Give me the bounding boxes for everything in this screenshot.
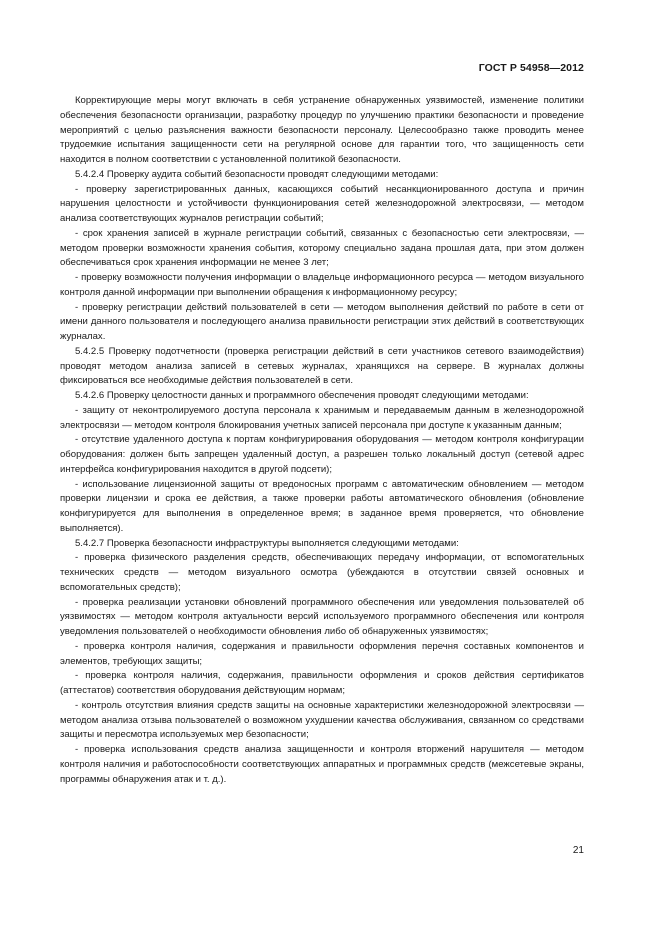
document-code-header: ГОСТ Р 54958—2012 bbox=[478, 62, 584, 74]
list-item: - контроль отсутствия влияния средств защиты на основные характеристики железнодорожной электросвязи — методом анализа отзыва пользователей о возможном ухудшении качества обслуживания, связанном со средствами защиты и пересмотра используемых мер безопасности; bbox=[60, 699, 584, 741]
list-item: - проверка контроля наличия, содержания и правильности оформления перечня составных компонентов и элементов, требующих защиты; bbox=[60, 640, 584, 667]
list-item: - проверка физического разделения средств, обеспечивающих передачу информации, от вспомогательных технических средств — методом визуального осмотра (убеждаются в отсутствии связей основных и вспомогательных средств); bbox=[60, 552, 584, 593]
list-item: - проверку возможности получения информации о владельце информационного ресурса — методом визуального контроля данной информации при выполнении обращения к информационному ресурсу; bbox=[60, 272, 584, 298]
list-item: - проверка контроля наличия, содержания, правильности оформления и сроков действия сертификатов (аттестатов) соответствия оборудования действующим нормам; bbox=[60, 670, 584, 696]
list-item: - защиту от неконтролируемого доступа персонала к хранимым и передаваемым данным в железнодорожной электросвязи — методом контроля блокирования учетных записей персонала при доступе к указанным данным; bbox=[60, 404, 584, 431]
page-number: 21 bbox=[572, 845, 584, 856]
document-body bbox=[60, 94, 584, 787]
list-item: - проверка использования средств анализа защищенности и контроля вторжений нарушителя — методом контроля наличия и работоспособности соответствующих аппаратных и программных средств (межсетевые экраны, программы обнаружения атак и т. д.). bbox=[60, 744, 584, 785]
paragraph-5-4-2-5: 5.4.2.5 Проверку подотчетности (проверка регистрации действий в сети участников сетевого взаимодействия) проводят методом анализа записей в сетевых журналах, хранящихся на сервере. В журналах должны фиксироваться все необходимые действия пользователей в сети. bbox=[60, 345, 584, 387]
paragraph-5-4-2-6: 5.4.2.6 Проверку целостности данных и программного обеспечения проводят следующими методами: bbox=[75, 390, 529, 401]
list-item: - использование лицензионной защиты от вредоносных программ с автоматическим обновлением — методом проверки лицензии и срока ее действия, а также проверки работы автоматического обновления (обновление конфигурируется для выполнения в определенное время; в заданное время проверяется, что обновление выполняется). bbox=[60, 478, 584, 534]
list-item: - проверку регистрации действий пользователей в сети — методом выполнения действий по работе в сети от имени данного пользователя и последующего анализа правильности регистрации этих действий в соответствующих журналах. bbox=[60, 301, 584, 342]
list-item: - отсутствие удаленного доступа к портам конфигурирования оборудования — методом контроля конфигурации оборудования: должен быть запрещен удаленный доступ, а разрешен только локальный доступ (сетевой адрес интерфейса конфигурирования находится в другой подсети); bbox=[60, 434, 584, 475]
paragraph-corrective-measures: Корректирующие меры могут включать в себя устранение обнаруженных уязвимостей, изменение политики обеспечения безопасности организации, разработку процедур по улучшению практики безопасности и проведение мероприятий с целью разъяснения важности безопасности персоналу. Целесообразно также проводить менее трудоемкие испытания защищенности сети на регулярной основе для гарантии того, что защищенность сети находится в полном соответствии с установленной политикой безопасности. bbox=[60, 95, 584, 165]
list-item: - проверку зарегистрированных данных, касающихся событий несанкционированного доступа и причин нарушения целостности и устойчивости функционирования сетей железнодорожной электросвязи, — методом анализа соответствующих журналов регистрации событий; bbox=[60, 183, 584, 224]
list-item: - проверка реализации установки обновлений программного обеспечения или уведомления пользователей об уязвимостях — методом контроля актуальности версий используемого программного обеспечения или контроля уведомления пользователей о необходимости обновления либо об обнаруженных уязвимостях; bbox=[60, 596, 584, 637]
paragraph-5-4-2-7: 5.4.2.7 Проверка безопасности инфраструктуры выполняется следующими методами: bbox=[75, 537, 459, 549]
paragraph-5-4-2-4: 5.4.2.4 Проверку аудита событий безопасности проводят следующими методами: bbox=[75, 168, 439, 180]
list-item: - срок хранения записей в журнале регистрации событий, связанных с безопасностью сети электросвязи, — методом проверки возможности хранения события, которому специально задана прошлая дата, при этом должен обеспечиваться срок хранения информации не менее 3 лет; bbox=[60, 227, 584, 269]
